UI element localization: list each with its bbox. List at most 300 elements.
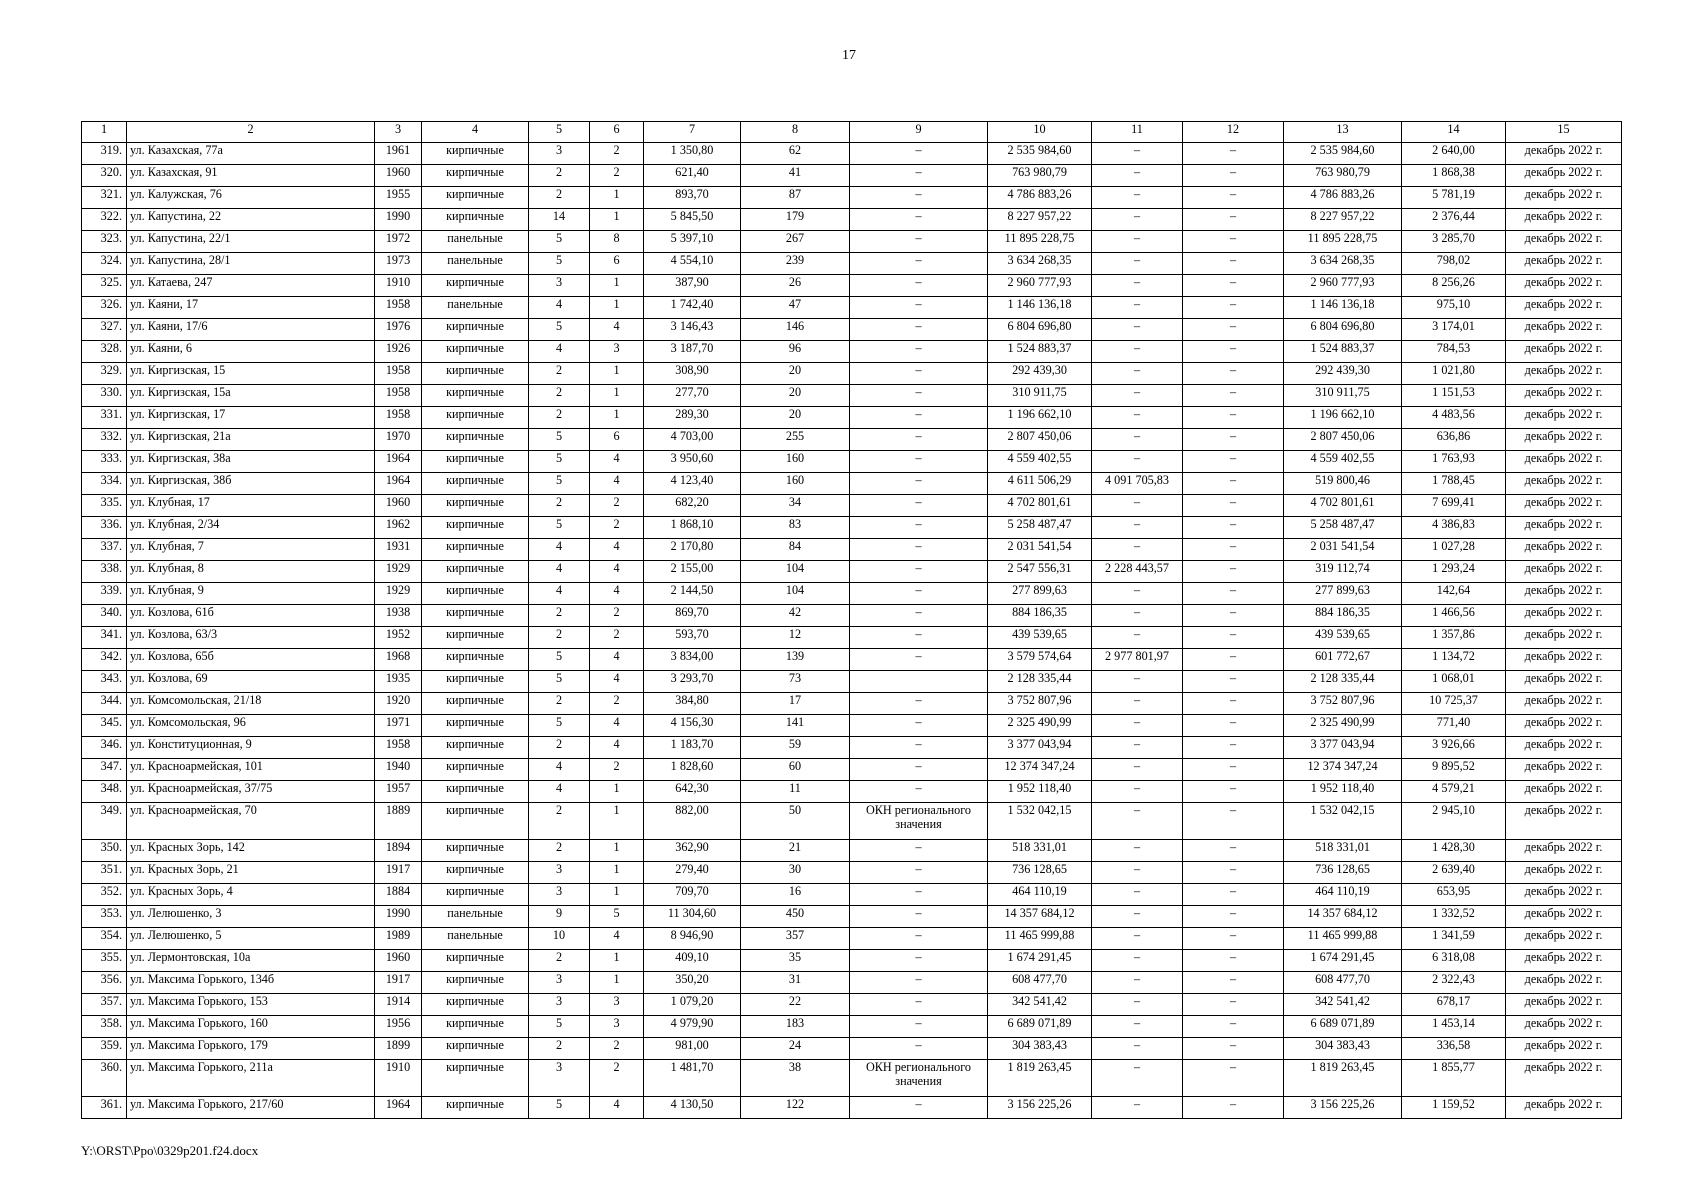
cell-cost-col-12: – xyxy=(1183,1060,1284,1097)
cell-cost-col-12: – xyxy=(1183,319,1284,341)
cell-year-built: 1910 xyxy=(375,275,422,297)
cell-cost-col-13: 8 227 957,22 xyxy=(1284,209,1402,231)
cell-wall-material: кирпичные xyxy=(422,627,529,649)
cell-address: ул. Каяни, 17/6 xyxy=(127,319,375,341)
table-row xyxy=(82,627,1622,649)
cell-residents: 160 xyxy=(741,473,850,495)
cell-cost-per-sqm: 1 466,56 xyxy=(1402,605,1506,627)
cell-floors: 2 xyxy=(529,187,590,209)
cell-deadline: декабрь 2022 г. xyxy=(1506,539,1622,561)
cell-heritage-status: – xyxy=(850,363,988,385)
table-row xyxy=(82,231,1622,253)
cell-cost-col-11: – xyxy=(1092,253,1183,275)
cell-heritage-status: ОКН регионального значения xyxy=(850,803,988,840)
cell-total-cost: 2 807 450,06 xyxy=(988,429,1092,451)
cell-cost-col-11: – xyxy=(1092,972,1183,994)
cell-cost-col-11: – xyxy=(1092,671,1183,693)
cell-address: ул. Киргизская, 38б xyxy=(127,473,375,495)
cell-floors: 2 xyxy=(529,803,590,840)
cell-deadline: декабрь 2022 г. xyxy=(1506,209,1622,231)
cell-cost-col-12: – xyxy=(1183,539,1284,561)
cell-heritage-status: – xyxy=(850,407,988,429)
header-row xyxy=(82,122,1622,143)
table-row xyxy=(82,1016,1622,1038)
cell-cost-col-11: – xyxy=(1092,994,1183,1016)
cell-heritage-status: – xyxy=(850,539,988,561)
header-cell: 15 xyxy=(1506,122,1622,143)
cell-address: ул. Клубная, 17 xyxy=(127,495,375,517)
cell-entrances: 4 xyxy=(590,715,644,737)
cell-cost-col-12: – xyxy=(1183,583,1284,605)
cell-cost-col-13: 1 532 042,15 xyxy=(1284,803,1402,840)
cell-row-number: 321. xyxy=(82,187,127,209)
cell-wall-material: кирпичные xyxy=(422,994,529,1016)
cell-total-cost: 3 752 807,96 xyxy=(988,693,1092,715)
cell-area: 981,00 xyxy=(644,1038,741,1060)
cell-address: ул. Капустина, 22 xyxy=(127,209,375,231)
cell-row-number: 339. xyxy=(82,583,127,605)
cell-cost-per-sqm: 2 640,00 xyxy=(1402,143,1506,165)
cell-address: ул. Казахская, 91 xyxy=(127,165,375,187)
cell-deadline: декабрь 2022 г. xyxy=(1506,928,1622,950)
cell-area: 2 144,50 xyxy=(644,583,741,605)
cell-total-cost: 1 524 883,37 xyxy=(988,341,1092,363)
cell-row-number: 331. xyxy=(82,407,127,429)
cell-year-built: 1884 xyxy=(375,884,422,906)
cell-wall-material: кирпичные xyxy=(422,165,529,187)
cell-entrances: 1 xyxy=(590,363,644,385)
cell-row-number: 335. xyxy=(82,495,127,517)
header-cell: 13 xyxy=(1284,122,1402,143)
cell-deadline: декабрь 2022 г. xyxy=(1506,143,1622,165)
cell-heritage-status: – xyxy=(850,297,988,319)
cell-wall-material: кирпичные xyxy=(422,715,529,737)
cell-address: ул. Максима Горького, 153 xyxy=(127,994,375,1016)
cell-wall-material: кирпичные xyxy=(422,539,529,561)
cell-heritage-status: – xyxy=(850,759,988,781)
cell-heritage-status: – xyxy=(850,495,988,517)
cell-entrances: 4 xyxy=(590,583,644,605)
cell-cost-col-11: – xyxy=(1092,862,1183,884)
cell-deadline: декабрь 2022 г. xyxy=(1506,737,1622,759)
cell-residents: 104 xyxy=(741,583,850,605)
cell-total-cost: 2 325 490,99 xyxy=(988,715,1092,737)
cell-cost-col-11: – xyxy=(1092,429,1183,451)
cell-cost-col-11: 4 091 705,83 xyxy=(1092,473,1183,495)
cell-entrances: 1 xyxy=(590,950,644,972)
table-row xyxy=(82,363,1622,385)
table-row xyxy=(82,950,1622,972)
table-row xyxy=(82,385,1622,407)
cell-total-cost: 11 465 999,88 xyxy=(988,928,1092,950)
cell-total-cost: 2 031 541,54 xyxy=(988,539,1092,561)
cell-cost-col-11: – xyxy=(1092,583,1183,605)
table-row xyxy=(82,781,1622,803)
cell-total-cost: 3 634 268,35 xyxy=(988,253,1092,275)
cell-year-built: 1917 xyxy=(375,972,422,994)
cell-area: 682,20 xyxy=(644,495,741,517)
cell-cost-col-11: – xyxy=(1092,1038,1183,1060)
cell-floors: 5 xyxy=(529,517,590,539)
cell-cost-col-11: – xyxy=(1092,950,1183,972)
cell-cost-per-sqm: 3 926,66 xyxy=(1402,737,1506,759)
cell-total-cost: 2 128 335,44 xyxy=(988,671,1092,693)
cell-address: ул. Максима Горького, 179 xyxy=(127,1038,375,1060)
cell-deadline: декабрь 2022 г. xyxy=(1506,187,1622,209)
cell-wall-material: кирпичные xyxy=(422,693,529,715)
cell-row-number: 350. xyxy=(82,840,127,862)
table-row xyxy=(82,297,1622,319)
cell-deadline: декабрь 2022 г. xyxy=(1506,297,1622,319)
cell-row-number: 336. xyxy=(82,517,127,539)
cell-cost-per-sqm: 142,64 xyxy=(1402,583,1506,605)
cell-entrances: 6 xyxy=(590,429,644,451)
cell-year-built: 1914 xyxy=(375,994,422,1016)
cell-floors: 2 xyxy=(529,840,590,862)
cell-total-cost: 3 377 043,94 xyxy=(988,737,1092,759)
cell-residents: 96 xyxy=(741,341,850,363)
cell-cost-col-11: – xyxy=(1092,737,1183,759)
cell-heritage-status: – xyxy=(850,451,988,473)
cell-cost-col-11: – xyxy=(1092,187,1183,209)
cell-heritage-status: – xyxy=(850,649,988,671)
cell-address: ул. Красноармейская, 101 xyxy=(127,759,375,781)
cell-entrances: 4 xyxy=(590,649,644,671)
cell-cost-col-12: – xyxy=(1183,495,1284,517)
cell-floors: 5 xyxy=(529,715,590,737)
cell-entrances: 1 xyxy=(590,781,644,803)
cell-area: 4 130,50 xyxy=(644,1097,741,1119)
cell-address: ул. Капустина, 28/1 xyxy=(127,253,375,275)
cell-address: ул. Красных Зорь, 21 xyxy=(127,862,375,884)
cell-year-built: 1931 xyxy=(375,539,422,561)
cell-cost-col-12: – xyxy=(1183,517,1284,539)
cell-floors: 14 xyxy=(529,209,590,231)
cell-row-number: 342. xyxy=(82,649,127,671)
cell-year-built: 1970 xyxy=(375,429,422,451)
cell-cost-col-12: – xyxy=(1183,928,1284,950)
cell-area: 4 156,30 xyxy=(644,715,741,737)
cell-heritage-status: – xyxy=(850,884,988,906)
cell-cost-col-11: – xyxy=(1092,407,1183,429)
cell-total-cost: 3 579 574,64 xyxy=(988,649,1092,671)
cell-residents: 239 xyxy=(741,253,850,275)
cell-heritage-status: – xyxy=(850,972,988,994)
cell-area: 11 304,60 xyxy=(644,906,741,928)
cell-entrances: 1 xyxy=(590,187,644,209)
cell-floors: 2 xyxy=(529,165,590,187)
cell-cost-per-sqm: 1 027,28 xyxy=(1402,539,1506,561)
cell-cost-col-11: – xyxy=(1092,715,1183,737)
cell-heritage-status: – xyxy=(850,165,988,187)
cell-deadline: декабрь 2022 г. xyxy=(1506,385,1622,407)
cell-floors: 2 xyxy=(529,627,590,649)
cell-total-cost: 310 911,75 xyxy=(988,385,1092,407)
cell-cost-col-12: – xyxy=(1183,231,1284,253)
cell-row-number: 327. xyxy=(82,319,127,341)
cell-deadline: декабрь 2022 г. xyxy=(1506,429,1622,451)
cell-deadline: декабрь 2022 г. xyxy=(1506,1097,1622,1119)
cell-address: ул. Лелюшенко, 5 xyxy=(127,928,375,950)
cell-floors: 3 xyxy=(529,1060,590,1097)
cell-deadline: декабрь 2022 г. xyxy=(1506,517,1622,539)
cell-cost-col-12: – xyxy=(1183,187,1284,209)
cell-residents: 20 xyxy=(741,385,850,407)
cell-address: ул. Калужская, 76 xyxy=(127,187,375,209)
cell-year-built: 1957 xyxy=(375,781,422,803)
cell-cost-per-sqm: 1 159,52 xyxy=(1402,1097,1506,1119)
cell-address: ул. Клубная, 9 xyxy=(127,583,375,605)
cell-year-built: 1958 xyxy=(375,385,422,407)
cell-floors: 3 xyxy=(529,275,590,297)
cell-total-cost: 8 227 957,22 xyxy=(988,209,1092,231)
cell-wall-material: кирпичные xyxy=(422,950,529,972)
cell-cost-col-13: 304 383,43 xyxy=(1284,1038,1402,1060)
cell-cost-col-11: – xyxy=(1092,231,1183,253)
cell-wall-material: кирпичные xyxy=(422,429,529,451)
cell-address: ул. Козлова, 61б xyxy=(127,605,375,627)
cell-wall-material: кирпичные xyxy=(422,517,529,539)
cell-area: 409,10 xyxy=(644,950,741,972)
cell-cost-col-13: 5 258 487,47 xyxy=(1284,517,1402,539)
cell-residents: 21 xyxy=(741,840,850,862)
cell-heritage-status: – xyxy=(850,319,988,341)
cell-cost-col-13: 763 980,79 xyxy=(1284,165,1402,187)
cell-cost-per-sqm: 3 174,01 xyxy=(1402,319,1506,341)
cell-total-cost: 2 547 556,31 xyxy=(988,561,1092,583)
cell-year-built: 1971 xyxy=(375,715,422,737)
cell-floors: 5 xyxy=(529,649,590,671)
cell-cost-col-12: – xyxy=(1183,385,1284,407)
table-row xyxy=(82,451,1622,473)
cell-address: ул. Казахская, 77а xyxy=(127,143,375,165)
cell-floors: 3 xyxy=(529,972,590,994)
cell-cost-per-sqm: 678,17 xyxy=(1402,994,1506,1016)
cell-cost-per-sqm: 636,86 xyxy=(1402,429,1506,451)
cell-cost-col-11: – xyxy=(1092,1097,1183,1119)
cell-wall-material: кирпичные xyxy=(422,363,529,385)
cell-wall-material: кирпичные xyxy=(422,737,529,759)
header-cell: 9 xyxy=(850,122,988,143)
cell-cost-col-11: – xyxy=(1092,451,1183,473)
cell-area: 3 950,60 xyxy=(644,451,741,473)
cell-residents: 26 xyxy=(741,275,850,297)
cell-floors: 3 xyxy=(529,994,590,1016)
cell-deadline: декабрь 2022 г. xyxy=(1506,803,1622,840)
header-cell: 5 xyxy=(529,122,590,143)
cell-year-built: 1935 xyxy=(375,671,422,693)
cell-total-cost: 304 383,43 xyxy=(988,1038,1092,1060)
cell-heritage-status: – xyxy=(850,209,988,231)
cell-cost-col-13: 2 960 777,93 xyxy=(1284,275,1402,297)
cell-cost-col-11: – xyxy=(1092,627,1183,649)
cell-cost-per-sqm: 798,02 xyxy=(1402,253,1506,275)
cell-residents: 84 xyxy=(741,539,850,561)
cell-cost-per-sqm: 771,40 xyxy=(1402,715,1506,737)
cell-total-cost: 1 532 042,15 xyxy=(988,803,1092,840)
cell-deadline: декабрь 2022 г. xyxy=(1506,275,1622,297)
cell-cost-col-12: – xyxy=(1183,253,1284,275)
cell-cost-per-sqm: 1 428,30 xyxy=(1402,840,1506,862)
cell-area: 4 979,90 xyxy=(644,1016,741,1038)
cell-residents: 31 xyxy=(741,972,850,994)
cell-floors: 3 xyxy=(529,862,590,884)
table-row xyxy=(82,561,1622,583)
cell-wall-material: кирпичные xyxy=(422,451,529,473)
cell-cost-per-sqm: 2 376,44 xyxy=(1402,209,1506,231)
cell-year-built: 1938 xyxy=(375,605,422,627)
cell-address: ул. Клубная, 2/34 xyxy=(127,517,375,539)
table-row xyxy=(82,928,1622,950)
cell-cost-col-12: – xyxy=(1183,950,1284,972)
cell-deadline: декабрь 2022 г. xyxy=(1506,561,1622,583)
cell-wall-material: панельные xyxy=(422,928,529,950)
cell-area: 4 123,40 xyxy=(644,473,741,495)
cell-wall-material: кирпичные xyxy=(422,319,529,341)
cell-heritage-status: – xyxy=(850,1097,988,1119)
cell-residents: 62 xyxy=(741,143,850,165)
cell-residents: 50 xyxy=(741,803,850,840)
cell-year-built: 1910 xyxy=(375,1060,422,1097)
cell-cost-col-12: – xyxy=(1183,803,1284,840)
cell-heritage-status: – xyxy=(850,561,988,583)
cell-address: ул. Красноармейская, 37/75 xyxy=(127,781,375,803)
cell-deadline: декабрь 2022 г. xyxy=(1506,231,1622,253)
cell-row-number: 332. xyxy=(82,429,127,451)
cell-cost-per-sqm: 9 895,52 xyxy=(1402,759,1506,781)
cell-floors: 2 xyxy=(529,363,590,385)
cell-year-built: 1968 xyxy=(375,649,422,671)
cell-row-number: 329. xyxy=(82,363,127,385)
cell-deadline: декабрь 2022 г. xyxy=(1506,605,1622,627)
cell-deadline: декабрь 2022 г. xyxy=(1506,451,1622,473)
cell-floors: 5 xyxy=(529,253,590,275)
cell-floors: 5 xyxy=(529,671,590,693)
cell-year-built: 1960 xyxy=(375,165,422,187)
cell-entrances: 4 xyxy=(590,473,644,495)
cell-address: ул. Киргизская, 15 xyxy=(127,363,375,385)
cell-row-number: 322. xyxy=(82,209,127,231)
cell-residents: 16 xyxy=(741,884,850,906)
cell-area: 2 155,00 xyxy=(644,561,741,583)
cell-heritage-status: – xyxy=(850,275,988,297)
cell-row-number: 343. xyxy=(82,671,127,693)
cell-area: 279,40 xyxy=(644,862,741,884)
cell-total-cost: 277 899,63 xyxy=(988,583,1092,605)
cell-year-built: 1961 xyxy=(375,143,422,165)
cell-year-built: 1960 xyxy=(375,950,422,972)
cell-heritage-status: – xyxy=(850,862,988,884)
cell-entrances: 1 xyxy=(590,803,644,840)
cell-cost-col-12: – xyxy=(1183,715,1284,737)
cell-entrances: 4 xyxy=(590,451,644,473)
cell-residents: 60 xyxy=(741,759,850,781)
cell-cost-col-12: – xyxy=(1183,1097,1284,1119)
cell-heritage-status: – xyxy=(850,627,988,649)
cell-residents: 20 xyxy=(741,407,850,429)
cell-total-cost: 1 952 118,40 xyxy=(988,781,1092,803)
cell-cost-col-13: 2 807 450,06 xyxy=(1284,429,1402,451)
cell-floors: 2 xyxy=(529,495,590,517)
cell-row-number: 333. xyxy=(82,451,127,473)
cell-wall-material: кирпичные xyxy=(422,649,529,671)
cell-cost-col-12: – xyxy=(1183,275,1284,297)
cell-entrances: 2 xyxy=(590,495,644,517)
cell-total-cost: 11 895 228,75 xyxy=(988,231,1092,253)
cell-residents: 183 xyxy=(741,1016,850,1038)
header-cell: 2 xyxy=(127,122,375,143)
cell-cost-col-11: – xyxy=(1092,495,1183,517)
cell-entrances: 8 xyxy=(590,231,644,253)
cell-cost-col-12: – xyxy=(1183,781,1284,803)
cell-area: 4 703,00 xyxy=(644,429,741,451)
table-row xyxy=(82,840,1622,862)
cell-cost-col-12: – xyxy=(1183,209,1284,231)
cell-entrances: 3 xyxy=(590,994,644,1016)
cell-address: ул. Красных Зорь, 142 xyxy=(127,840,375,862)
cell-entrances: 1 xyxy=(590,862,644,884)
cell-year-built: 1920 xyxy=(375,693,422,715)
cell-residents: 146 xyxy=(741,319,850,341)
cell-cost-col-11: – xyxy=(1092,319,1183,341)
cell-heritage-status: – xyxy=(850,385,988,407)
cell-deadline: декабрь 2022 г. xyxy=(1506,715,1622,737)
cell-cost-col-13: 518 331,01 xyxy=(1284,840,1402,862)
cell-heritage-status: – xyxy=(850,906,988,928)
cell-deadline: декабрь 2022 г. xyxy=(1506,671,1622,693)
cell-wall-material: кирпичные xyxy=(422,1016,529,1038)
cell-area: 387,90 xyxy=(644,275,741,297)
cell-heritage-status: – xyxy=(850,143,988,165)
cell-residents: 255 xyxy=(741,429,850,451)
cell-floors: 2 xyxy=(529,737,590,759)
cell-row-number: 354. xyxy=(82,928,127,950)
cell-address: ул. Клубная, 7 xyxy=(127,539,375,561)
cell-residents: 11 xyxy=(741,781,850,803)
cell-year-built: 1926 xyxy=(375,341,422,363)
cell-year-built: 1962 xyxy=(375,517,422,539)
cell-cost-col-13: 11 465 999,88 xyxy=(1284,928,1402,950)
cell-cost-col-12: – xyxy=(1183,906,1284,928)
cell-total-cost: 1 196 662,10 xyxy=(988,407,1092,429)
cell-entrances: 2 xyxy=(590,1060,644,1097)
cell-row-number: 361. xyxy=(82,1097,127,1119)
cell-entrances: 1 xyxy=(590,275,644,297)
cell-year-built: 1958 xyxy=(375,737,422,759)
header-cell: 12 xyxy=(1183,122,1284,143)
cell-deadline: декабрь 2022 г. xyxy=(1506,906,1622,928)
cell-cost-per-sqm: 1 453,14 xyxy=(1402,1016,1506,1038)
table-row xyxy=(82,884,1622,906)
cell-cost-per-sqm: 1 855,77 xyxy=(1402,1060,1506,1097)
header-cell: 4 xyxy=(422,122,529,143)
cell-area: 642,30 xyxy=(644,781,741,803)
cell-residents: 17 xyxy=(741,693,850,715)
cell-cost-col-11: – xyxy=(1092,165,1183,187)
cell-row-number: 325. xyxy=(82,275,127,297)
cell-address: ул. Козлова, 65б xyxy=(127,649,375,671)
cell-cost-col-11: – xyxy=(1092,1016,1183,1038)
cell-total-cost: 2 535 984,60 xyxy=(988,143,1092,165)
cell-cost-col-11: – xyxy=(1092,517,1183,539)
cell-entrances: 2 xyxy=(590,165,644,187)
cell-area: 5 397,10 xyxy=(644,231,741,253)
cell-residents: 42 xyxy=(741,605,850,627)
cell-floors: 2 xyxy=(529,1038,590,1060)
cell-deadline: декабрь 2022 г. xyxy=(1506,1038,1622,1060)
cell-wall-material: панельные xyxy=(422,297,529,319)
cell-wall-material: кирпичные xyxy=(422,671,529,693)
